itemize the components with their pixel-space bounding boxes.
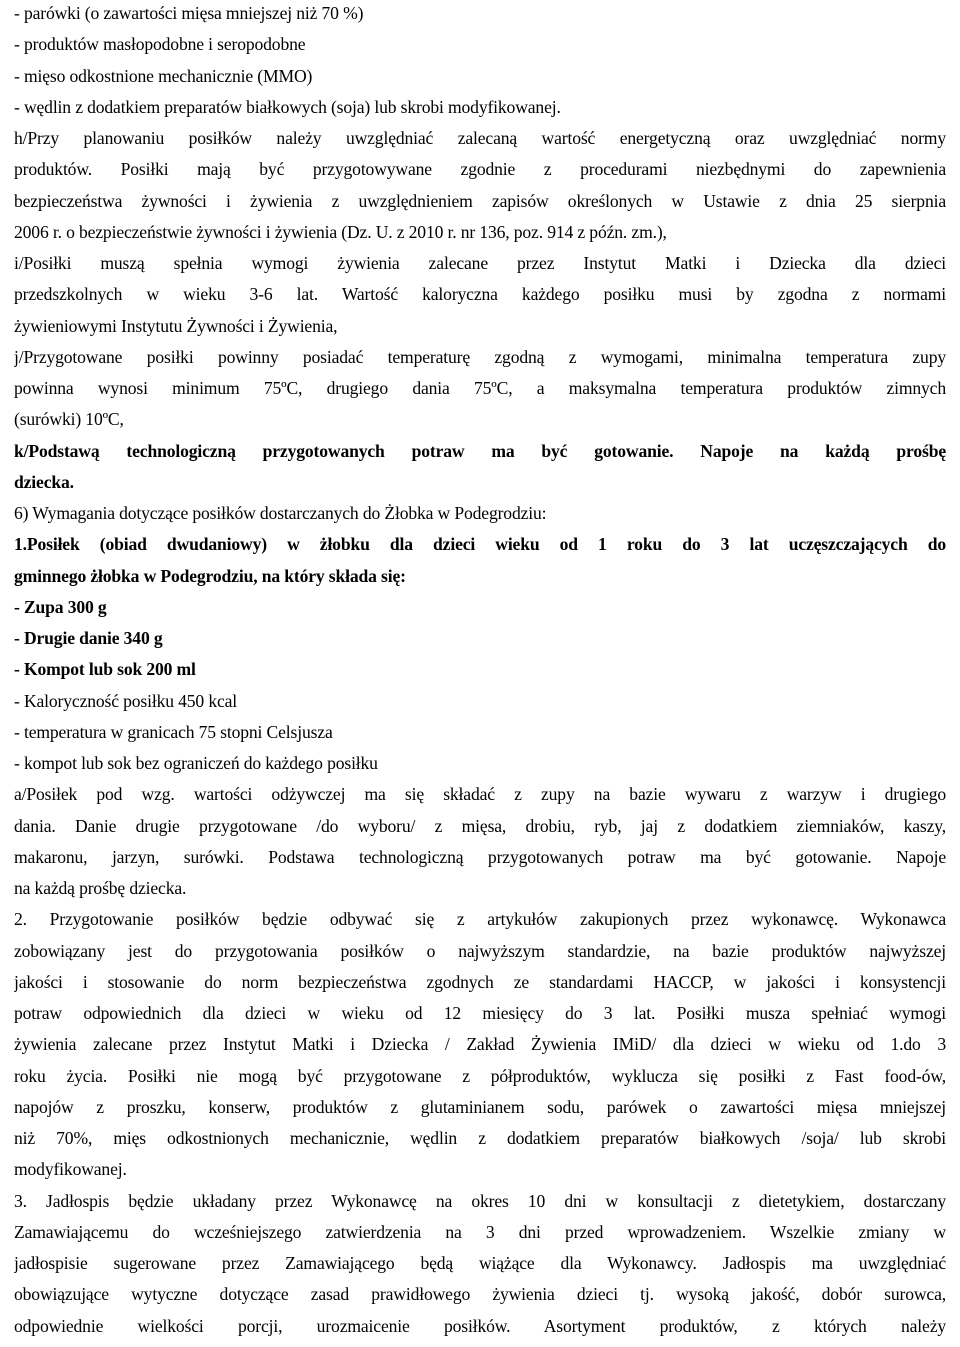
paragraph-h-line: h/Przy planowaniu posiłków należy uwzględniać zalecaną wartość energetyczną oraz uwzględniać normy [14, 128, 946, 148]
list-line: - produktów masłopodobne i seropodobne [14, 34, 306, 55]
paragraph-i-line: przedszkolnych w wieku 3-6 lat. Wartość kaloryczna każdego posiłku musi by zgodna z normami [14, 284, 946, 305]
paragraph-h-line: produktów. Posiłki mają być przygotowywane zgodnie z procedurami niezbędnymi do zapewnienia [14, 159, 946, 180]
point-2-line: żywienia zalecane przez Instytut Matki i Dziecka / Zakład Żywienia IMiD/ dla dzieci w wieku od 1.do 3 [14, 1034, 946, 1055]
meal-item: - Zupa 300 g [14, 596, 107, 617]
paragraph-h-line: bezpieczeństwa żywności i żywienia z uwzględnieniem zapisów określonych w Ustawie z dnia 25 sierpnia [14, 190, 946, 211]
meal-item: - temperatura w granicach 75 stopni Celsjusza [14, 721, 333, 742]
section-6-heading: 6) Wymagania dotyczące posiłków dostarczanych do Żłobka w Podegrodziu: [14, 503, 547, 523]
point-2-line: niż 70%, mięs odkostnionych mechanicznie, wędlin z dodatkiem preparatów białkowych /soja/ lub skrobi [14, 1128, 946, 1148]
point-2-line: jakości i stosowanie do norm bezpieczeństwa zgodnych ze standardami HACCP, w jakości i konsystencji [14, 971, 946, 992]
meal-item: - Kaloryczność posiłku 450 kcal [14, 690, 238, 711]
paragraph-a-line: a/Posiłek pod wzg. wartości odżywczej ma się składać z zupy na bazie wywaru z warzyw i drugiego [14, 784, 946, 805]
paragraph-k-line: k/Podstawą technologiczną przygotowanych potraw ma być gotowanie. Napoje na każdą prośbę [14, 440, 946, 461]
point-3-line: Zamawiającemu do wcześniejszego zatwierdzenia na 3 dni przed wprowadzeniem. Wszelkie zmiany w [14, 1221, 946, 1242]
paragraph-k-line: dziecka. [14, 471, 74, 492]
point-3-line: jadłospisie sugerowane przez Zamawiającego będą wiążące dla Wykonawcy. Jadłospis ma uwzględniać [14, 1253, 946, 1273]
point-2-line: napojów z proszku, konserw, produktów z glutaminianem sodu, parówek o zawartości mięsa mniejszej [14, 1096, 946, 1117]
meal-item: - Kompot lub sok 200 ml [14, 659, 196, 680]
point-3-line: odpowiednie wielkości porcji, urozmaicenie posiłków. Asortyment produktów, z których należy [14, 1315, 946, 1336]
point-1-line: gminnego żłobka w Podegrodziu, na który składa się: [14, 565, 406, 586]
meal-item: - Drugie danie 340 g [14, 628, 163, 648]
paragraph-i-line: i/Posiłki muszą spełnia wymogi żywienia zalecane przez Instytut Matki i Dziecka dla dzieci [14, 253, 946, 273]
point-1-line: 1.Posiłek (obiad dwudaniowy) w żłobku dla dzieci wieku od 1 roku do 3 lat uczęszczających do [14, 534, 946, 555]
point-3-line: 3. Jadłospis będzie układany przez Wykonawcę na okres 10 dni w konsultacji z dietetykiem, dostarczany [14, 1190, 946, 1211]
point-2-line: modyfikowanej. [14, 1159, 127, 1180]
point-2-line: potraw odpowiednich dla dzieci w wieku od 12 miesięcy do 3 lat. Posiłki musza spełniać wymogi [14, 1003, 946, 1023]
paragraph-a-line: dania. Danie drugie przygotowane /do wyboru/ z mięsa, drobiu, ryb, jaj z dodatkiem ziemniaków, kaszy, [14, 815, 946, 836]
list-line: - wędlin z dodatkiem preparatów białkowych (soja) lub skrobi modyfikowanej. [14, 96, 561, 117]
meal-item: - kompot lub sok bez ograniczeń do każdego posiłku [14, 753, 378, 773]
paragraph-i-line: żywieniowymi Instytutu Żywności i Żywienia, [14, 315, 338, 336]
paragraph-j-line: j/Przygotowane posiłki powinny posiadać temperaturę zgodną z wymogami, minimalna temperatura zupy [14, 346, 946, 367]
list-line: - parówki (o zawartości mięsa mniejszej niż 70 %) [14, 3, 364, 23]
paragraph-a-line: makaronu, jarzyn, surówki. Podstawa technologiczną przygotowanych potraw ma być gotowanie. Napoje [14, 846, 946, 867]
paragraph-h-line: 2006 r. o bezpieczeństwie żywności i żywienia (Dz. U. z 2010 r. nr 136, poz. 914 z późn. zm.), [14, 221, 667, 242]
paragraph-j-line: (surówki) 10ºC, [14, 409, 124, 430]
list-line: - mięso odkostnione mechanicznie (MMO) [14, 65, 313, 86]
point-2-line: roku życia. Posiłki nie mogą być przygotowane z półproduktów, wyklucza się posiłki z Fast food-ów, [14, 1065, 946, 1086]
point-2-line: 2. Przygotowanie posiłków będzie odbywać się z artykułów zakupionych przez wykonawcę. Wykonawca [14, 909, 946, 930]
point-2-line: zobowiązany jest do przygotowania posiłków o najwyższym standardzie, na bazie produktów najwyższej [14, 940, 946, 961]
paragraph-j-line: powinna wynosi minimum 75ºC, drugiego dania 75ºC, a maksymalna temperatura produktów zimnych [14, 378, 946, 398]
point-3-line: obowiązujące wytyczne dotyczące zasad prawidłowego żywienia dzieci tj. wysoką jakość, dobór surowca, [14, 1284, 946, 1305]
paragraph-a-line: na każdą prośbę dziecka. [14, 878, 187, 898]
